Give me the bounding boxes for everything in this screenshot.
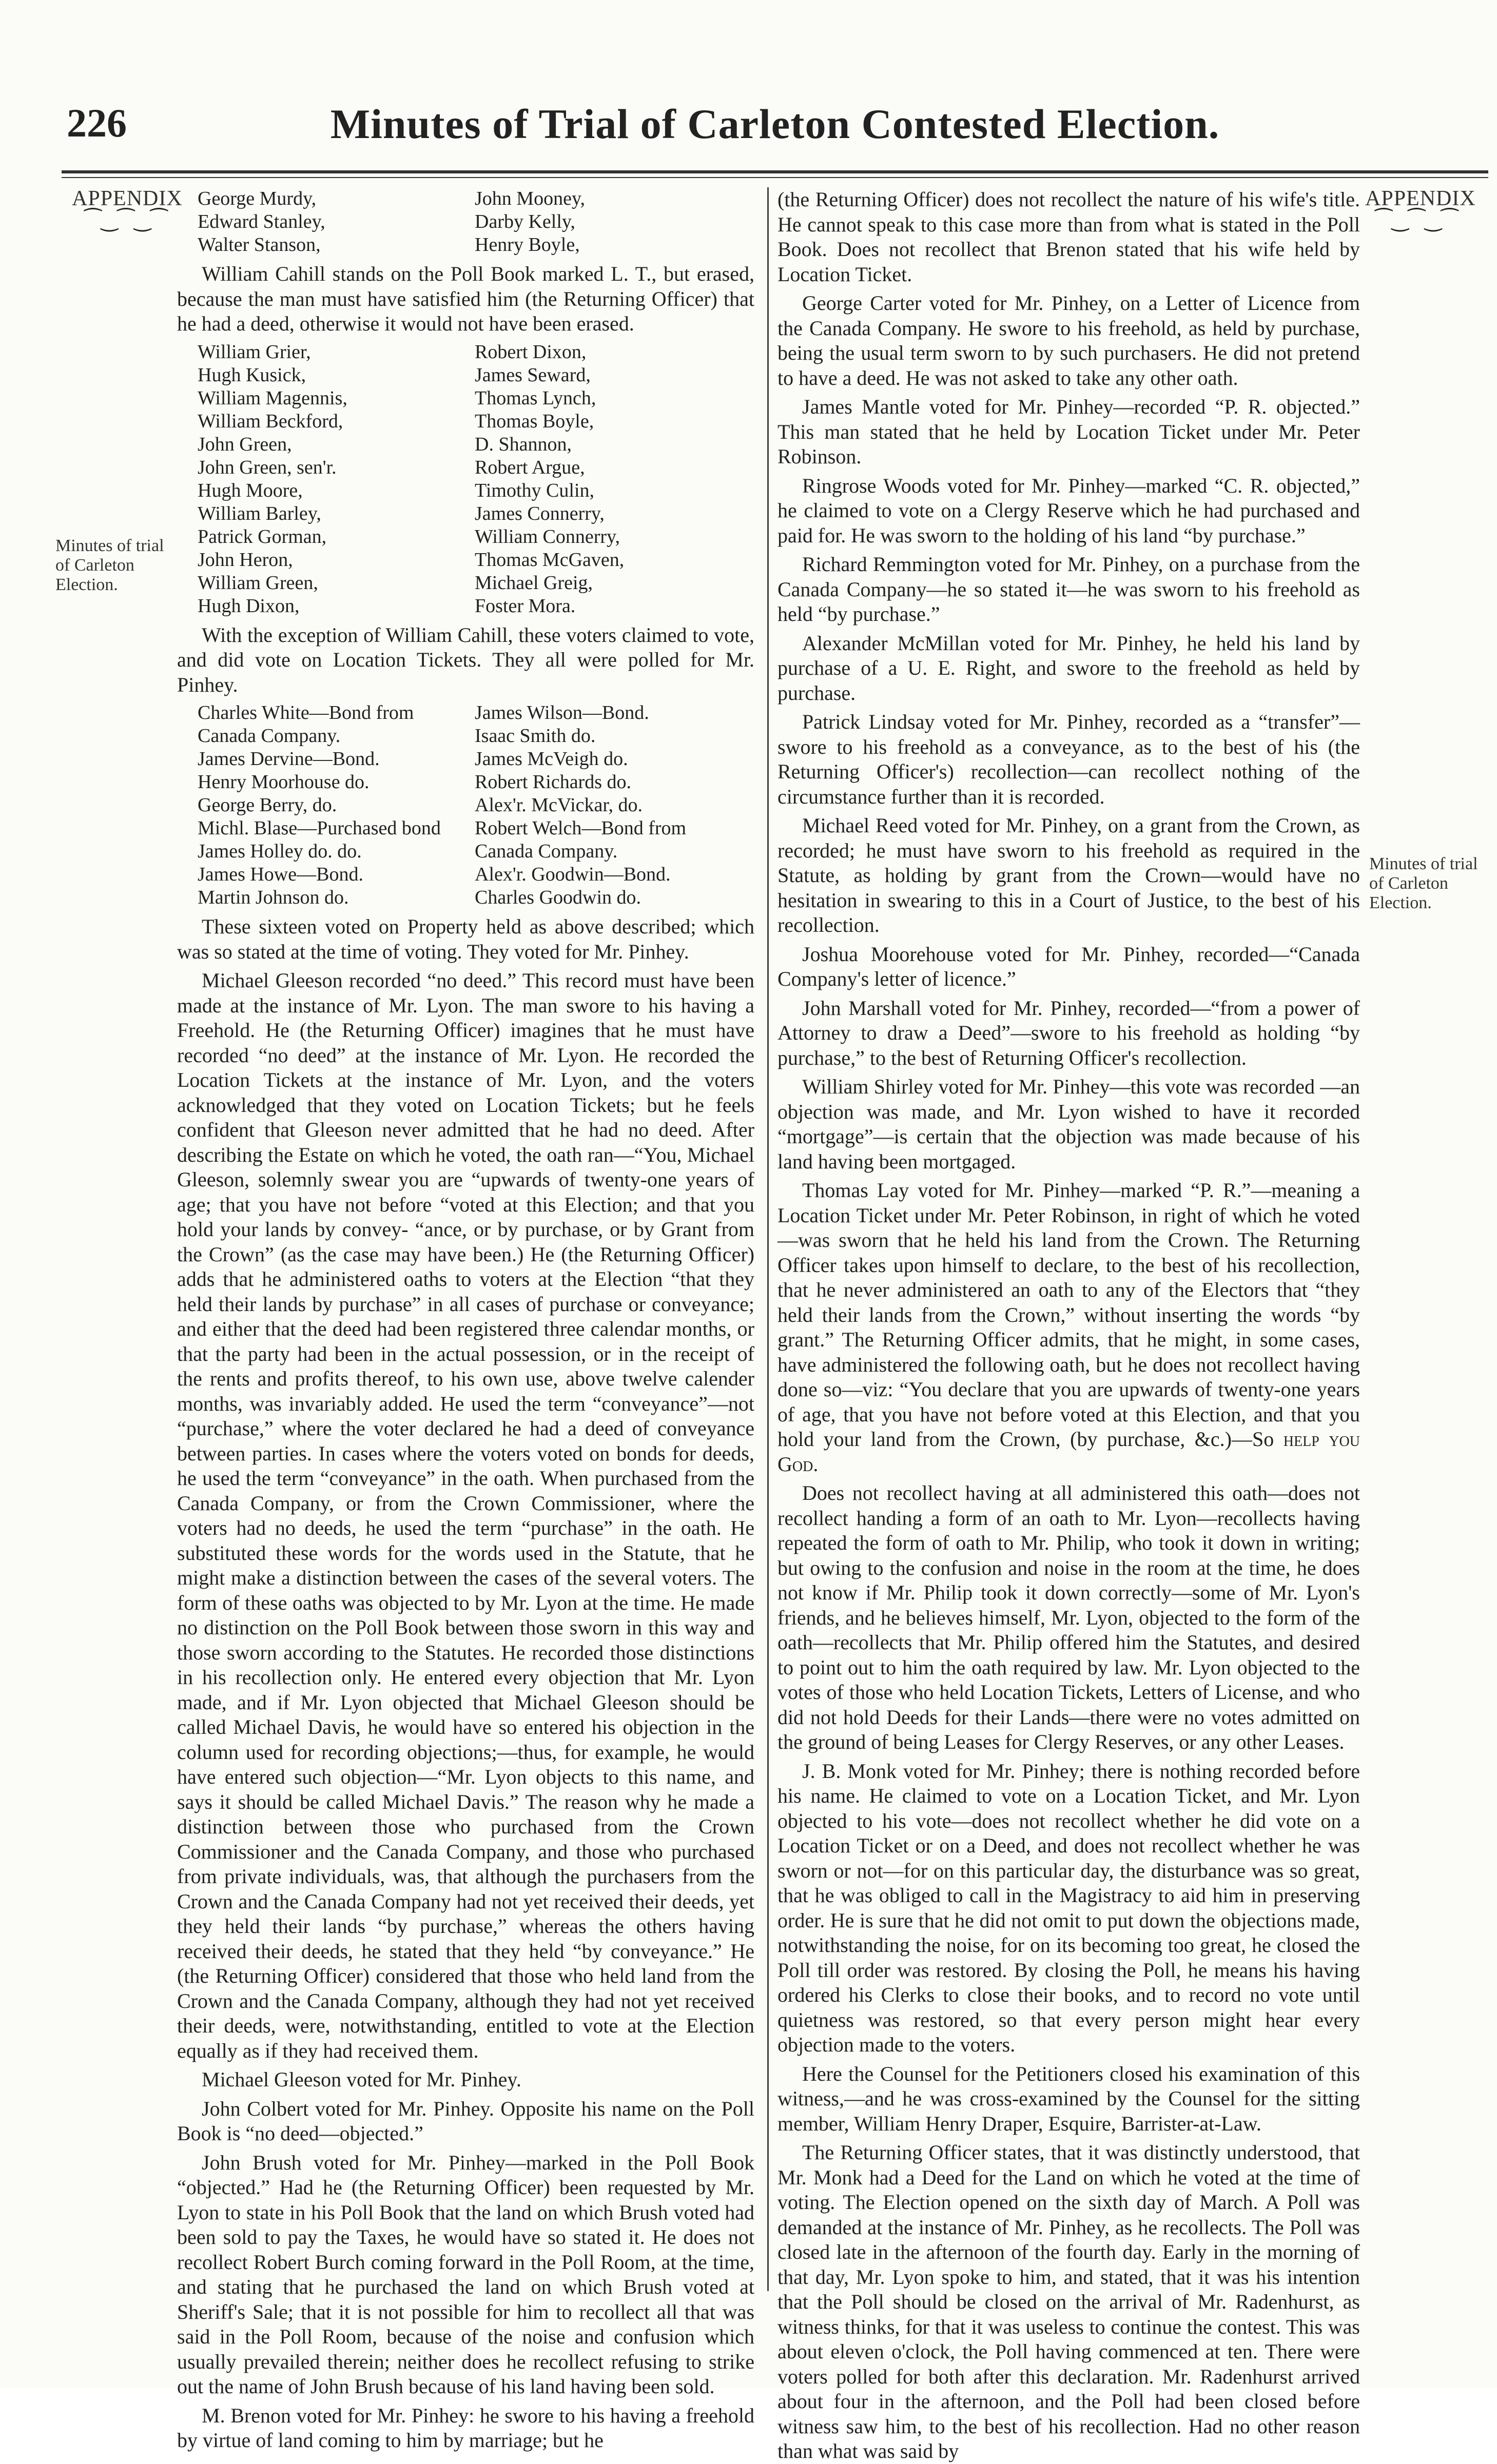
voter-name-left: William Green,: [198, 572, 318, 594]
running-title: Minutes of Trial of Carleton Contested Election.: [330, 101, 1220, 147]
voter-name-right: James Wilson—Bond.: [475, 702, 649, 723]
page-number: 226: [67, 101, 127, 145]
voter-list-3: [198, 701, 775, 909]
voter-name-left: Edward Stanley,: [198, 211, 325, 232]
voter-name-left: William Beckford,: [198, 410, 343, 432]
voter-row: [198, 549, 775, 572]
margin-note-left: Minutes of trial of Carleton Election.: [55, 536, 164, 594]
voter-row: [198, 233, 775, 257]
voter-row: [198, 187, 775, 210]
right-column: [777, 187, 1360, 2462]
paragraph-reed: Michael Reed voted for Mr. Pinhey, on a grant from the Crown, as recorded; he must have sworn to his freehold as required in the Statute, as holding by grant from the Crown—would have no hesitation in swearing to this in a Court of Justice, to the best of his recollection.: [777, 814, 1360, 936]
voter-row: [198, 886, 775, 909]
voter-row: [198, 410, 775, 433]
voter-name-left: James Howe—Bond.: [198, 864, 363, 885]
paragraph-woods: Ringrose Woods voted for Mr. Pinhey—marked “C. R. objected,” he claimed to vote on a Clergy Reserve which he had purchased and paid for. He was sworn to the holding of his land “by purchase.”: [777, 474, 1360, 547]
left-column: [177, 187, 754, 2452]
voter-name-left: Henry Moorhouse do.: [198, 771, 370, 793]
voter-name-left: Hugh Moore,: [198, 479, 303, 501]
voter-name-left: Canada Company.: [198, 725, 341, 747]
voter-row: [198, 456, 775, 479]
voter-name-right: D. Shannon,: [475, 433, 572, 455]
voter-row: [198, 725, 775, 748]
voter-list-1: [198, 187, 775, 257]
voter-name-left: Hugh Kusick,: [198, 364, 306, 386]
paragraph-sixteen: These sixteen voted on Property held as above described; which was so stated at the time of voting. They voted for Mr. Pinhey.: [177, 915, 754, 963]
voter-name-right: Alex'r. Goodwin—Bond.: [475, 864, 671, 885]
voter-name-right: Robert Richards do.: [475, 771, 632, 793]
voter-name-right: Thomas McGaven,: [475, 549, 625, 571]
voter-row: [198, 525, 775, 549]
voter-name-left: James Dervine—Bond.: [198, 748, 380, 770]
voter-name-right: Robert Argue,: [475, 456, 585, 478]
paragraph-gleeson: Michael Gleeson recorded “no deed.” This record must have been made at the instance of Mr. Lyon. The man swore to his having a Freehold. He (the Returning Officer) imagines that he must have recorded “no deed” at the instance of Mr. Lyon. He recorded the Location Tickets at the instance of Mr. Lyon, and the voters acknowledged that they voted on Location Tickets; but he feels confident that Gleeson never admitted that he had no deed. After describing the Estate on which he voted, the oath ran—“You, Michael Gleeson, solemnly swear you are “upwards of twenty-one years of age; that you have not before “voted at this Election; and that you hold your lands by convey- “ance, or by purchase, or by Grant from the Crown” (as the case may have been.) He (the Returning Officer) adds that he administered oaths to voters at the Election “that they held their lands by purchase” in all cases of purchase or conveyance; and either that the deed had been registered three calendar months, or that the party had been in the actual possession, or in the receipt of the rents and profits thereof, to his own use, above twelve calender months, was invariably added. He used the term “conveyance”—not “purchase,” where the voter declared he had a deed of conveyance between parties. In cases where the voters voted on bonds for deeds, he used the term “conveyance” in the oath. When purchased from the Canada Company, or from the Crown Commissioner, where the voters had no deeds, he used the term “purchase” in the oath. He substituted these words for the words used in the Statute, that he might make a distinction between the cases of the several voters. The form of these oaths was objected to by Mr. Lyon at the time. He made no distinction on the Poll Book between those sworn in this way and those sworn according to the Statutes. He recorded those distinctions in his recollection only. He entered every objection that Mr. Lyon made, and if Mr. Lyon objected that Michael Gleeson should be called Michael Davis, he would have so entered his objection in the column used for recording objections;—thus, for example, he would have entered such objection—“Mr. Lyon objects to this name, and says it should be called Michael Davis.” The reason why he made a distinction between those who purchased from the Crown Commissioner and the Canada Company, and those who purchased from private individuals, was, that although the purchasers from the Crown and the Canada Company had not yet received their deeds, yet they held their lands “by purchase,” whereas the others having received their deeds, he stated that they held “by conveyance.” He (the Returning Officer) considered that those who held land from the Crown and the Canada Company, although they had not yet received their deeds, were, notwithstanding, entitled to vote at the Election equally as if they had received them.: [177, 969, 754, 2062]
voter-name-left: Michl. Blase—Purchased bond: [198, 817, 441, 839]
voter-name-left: George Berry, do.: [198, 794, 337, 816]
page-header: [62, 100, 1488, 162]
voter-name-left: John Green, sen'r.: [198, 456, 337, 478]
paragraph-returning-officer: The Returning Officer states, that it was distinctly understood, that Mr. Monk had a Deed for the Land on which he voted at the time of voting. The Election opened on the sixth day of March. A Poll was demanded at the instance of Mr. Pinhey, as he recollects. The Poll was closed late in the afternoon of the fourth day. Early in the morning of that day, Mr. Lyon spoke to him, and stated, that it was his intention that the Poll should be closed on the arrival of Mr. Radenhurst, as witness thinks, for that it was useless to continue the contest. This was about eleven o'clock, the Poll having commenced at ten. There were voters polled for both after this declaration. Mr. Radenhurst arrived about four in the afternoon, and the Poll had been closed before witness saw him, to the best of his recollection. Had no other reason than what was said by: [777, 2141, 1360, 2462]
voter-name-left: Patrick Gorman,: [198, 525, 327, 547]
voter-name-left: John Heron,: [198, 549, 293, 571]
paragraph-continued: (the Returning Officer) does not recollect the nature of his wife's title. He cannot speak to this case more than from what is stated in the Poll Book. Does not recollect that Brenon stated that his wife held by Location Ticket.: [777, 188, 1360, 286]
header-rule-thin: [62, 177, 1488, 178]
paragraph-gleeson-voted: Michael Gleeson voted for Mr. Pinhey.: [202, 2068, 521, 2091]
voter-row: [198, 341, 775, 364]
voter-name-right: James Seward,: [475, 364, 591, 386]
voter-name-right: Thomas Lynch,: [475, 387, 596, 409]
voter-row: [198, 433, 775, 456]
voter-name-left: William Grier,: [198, 341, 311, 363]
paragraph-marshall: John Marshall voted for Mr. Pinhey, recorded—“from a power of Attorney to draw a Deed”—swore to his freehold as holding “by purchase,” to the best of Returning Officer's recollection.: [777, 996, 1360, 1069]
paragraph-oath: Does not recollect having at all administered this oath—does not recollect handing a form of an oath to Mr. Lyon—recollects having repeated the form of oath to Mr. Philip, who took it down in writing; but owing to the confusion and noise in the room at the time, he does not know if Mr. Philip took it down correctly—some of Mr. Lyon's friends, and he believes himself, Mr. Lyon, objected to the form of the oath—recollects that Mr. Philip offered him the Statutes, and desired to point out to him the oath required by law. Mr. Lyon objected to the votes of those who held Location Tickets, Letters of License, and who did not hold Deeds for their Lands—there were no votes admitted on the ground of being Leases for Clergy Reserves, or any other Leases.: [777, 1481, 1360, 1753]
voter-name-right: William Connerry,: [475, 525, 620, 547]
voter-name-right: Foster Mora.: [475, 595, 576, 617]
voter-row: [198, 701, 775, 725]
paragraph-mcmillan: Alexander McMillan voted for Mr. Pinhey, he held his land by purchase of a U. E. Right, and swore to the freehold as held by purchase.: [777, 631, 1360, 705]
paragraph-brush: John Brush voted for Mr. Pinhey—marked in the Poll Book “objected.” Had he (the Returning Officer) been requested by Mr. Lyon to state in his Poll Book that the land on which Brush voted had been sold to pay the Taxes, he would have so stated it. He does not recollect Robert Burch coming forward in the Poll Room, at the time, and stating that he purchased the land on which Brush voted at Sheriff's Sale; that it is not possible for him to recollect all that was said in the Poll Room, because of the noise and confusion which usually prevailed therein; neither does he recollect refusing to strike out the name of John Brush because of his land having been sold.: [177, 2150, 754, 2398]
voter-row: [198, 840, 775, 863]
margin-brace-left: ⁀‿⁀‿⁀: [85, 208, 167, 231]
voter-name-left: Charles White—Bond from: [198, 702, 414, 723]
paragraph-shirley: William Shirley voted for Mr. Pinhey—this vote was recorded —an objection was made, and Mr. Lyon wished to have it recorded “mortgage”—is certain that the objection was made because of his land having been mortgaged.: [777, 1075, 1360, 1173]
voter-row: [198, 595, 775, 618]
paragraph-moorehouse: Joshua Moorehouse voted for Mr. Pinhey, recorded—“Canada Company's letter of licence.”: [777, 942, 1360, 990]
voter-name-right: Canada Company.: [475, 840, 618, 862]
voter-name-left: William Barley,: [198, 502, 321, 524]
voter-row: [198, 817, 775, 840]
voter-list-2: [198, 341, 775, 618]
paragraph-carter: George Carter voted for Mr. Pinhey, on a Letter of Licence from the Canada Company. He swore to his freehold, as held by purchase, being the usual term sworn to by such purchasers. He did not pretend to have a deed. He was not asked to take any other oath.: [777, 291, 1360, 389]
voter-name-left: Martin Johnson do.: [198, 887, 349, 908]
voter-name-right: James Connerry,: [475, 502, 605, 524]
paragraph-exception: With the exception of William Cahill, these voters claimed to vote, and did vote on Location Tickets. They all were polled for Mr. Pinhey.: [177, 623, 754, 696]
voter-name-right: Robert Welch—Bond from: [475, 817, 687, 839]
voter-name-right: John Mooney,: [475, 188, 585, 209]
voter-row: [198, 364, 775, 387]
paragraph-cahill: William Cahill stands on the Poll Book marked L. T., but erased, because the man must have satisfied him (the Returning Officer) that he had a deed, otherwise it would not have been erased.: [177, 262, 754, 335]
voter-name-right: James McVeigh do.: [475, 748, 628, 770]
voter-name-right: Darby Kelly,: [475, 211, 575, 232]
header-rule: [62, 170, 1488, 173]
paragraph-lay: [777, 1178, 1360, 1477]
voter-name-left: George Murdy,: [198, 188, 317, 209]
paragraph-colbert: John Colbert voted for Mr. Pinhey. Opposite his name on the Poll Book is “no deed—objected.”: [177, 2097, 754, 2145]
voter-name-left: William Magennis,: [198, 387, 347, 409]
voter-row: [198, 502, 775, 525]
voter-name-right: Thomas Boyle,: [475, 410, 594, 432]
margin-appendix-right: APPENDIX: [1365, 187, 1476, 210]
voter-row: [198, 771, 775, 794]
voter-name-right: Isaac Smith do.: [475, 725, 596, 747]
voter-name-left: Hugh Dixon,: [198, 595, 300, 617]
voter-row: [198, 210, 775, 233]
paragraph-lay-end: help you God.: [777, 1427, 1360, 1476]
voter-row: [198, 748, 775, 771]
voter-name-left: John Green,: [198, 433, 292, 455]
margin-note-right: Minutes of trial of Carleton Election.: [1369, 854, 1478, 912]
voter-name-left: Walter Stanson,: [198, 234, 321, 256]
voter-name-right: Charles Goodwin do.: [475, 887, 641, 908]
paragraph-mantle: James Mantle voted for Mr. Pinhey—recorded “P. R. objected.” This man stated that he held by Location Ticket under Mr. Peter Robinson.: [777, 395, 1360, 468]
paragraph-remmington: Richard Remmington voted for Mr. Pinhey, on a purchase from the Canada Company—he so stated it—he was sworn to his freehold as held “by purchase.”: [777, 553, 1360, 625]
paragraph-lindsay: Patrick Lindsay voted for Mr. Pinhey, recorded as a “transfer”—swore to his freehold as a conveyance, as to the best of his (the Returning Officer's) recollection—can recollect nothing of the circumstance further than it is recorded.: [777, 710, 1360, 808]
paragraph-counsel: Here the Counsel for the Petitioners closed his examination of this witness,—and he was cross-examined by the Counsel for the sitting member, William Henry Draper, Esquire, Barrister-at-Law.: [777, 2062, 1360, 2135]
voter-row: [198, 479, 775, 502]
paragraph-lay-text: Thomas Lay voted for Mr. Pinhey—marked “P. R.”—meaning a Location Ticket under Mr. Peter Robinson, in right of which he voted—was sworn that he held his land from the Crown. The Returning Officer takes upon himself to declare, to the best of his recollection, that he never administered an oath to any of the Electors that “they held their lands from the Crown,” without inserting the words “by grant.” The Returning Officer admits, that he might, in some cases, have administered the following oath, but he does not recollect having done so—viz: “You declare that you are upwards of twenty-one years of age, that you have not before voted at this Election, and that you hold your land from the Crown, (by purchase, &c.)—So: [777, 1179, 1360, 1451]
paragraph-brenon: M. Brenon voted for Mr. Pinhey: he swore to his having a freehold by virtue of land coming to him by marriage; but he: [177, 2403, 754, 2452]
margin-appendix-left: APPENDIX: [72, 187, 183, 210]
voter-name-right: Michael Greig,: [475, 572, 593, 594]
voter-name-left: James Holley do. do.: [198, 840, 362, 862]
voter-row: [198, 387, 775, 410]
voter-name-right: Timothy Culin,: [475, 479, 595, 501]
paragraph-monk: J. B. Monk voted for Mr. Pinhey; there is nothing recorded before his name. He claimed to vote on a Location Ticket, and Mr. Lyon objected to his vote—does not recollect whether he did vote on a Location Ticket or on a Deed, and does not recollect whether he was sworn or not—for on this particular day, the disturbance was so great, that he was obliged to call in the Magistracy to aid him in preserving order. He is sure that he did not omit to put down the objections made, notwithstanding the noise, for on its becoming too great, he closed the Poll till order was restored. By closing the Poll, he means his having ordered his Clerks to close their books, and to record no vote until quietness was restored, so that every person might hear every objection made to the voters.: [777, 1759, 1360, 2056]
voter-name-right: Henry Boyle,: [475, 234, 580, 256]
margin-brace-right: ⁀‿⁀‿⁀: [1375, 208, 1458, 231]
voter-name-right: Robert Dixon,: [475, 341, 587, 363]
voter-name-right: Alex'r. McVickar, do.: [475, 794, 643, 816]
voter-row: [198, 572, 775, 595]
voter-row: [198, 863, 775, 886]
voter-row: [198, 794, 775, 817]
